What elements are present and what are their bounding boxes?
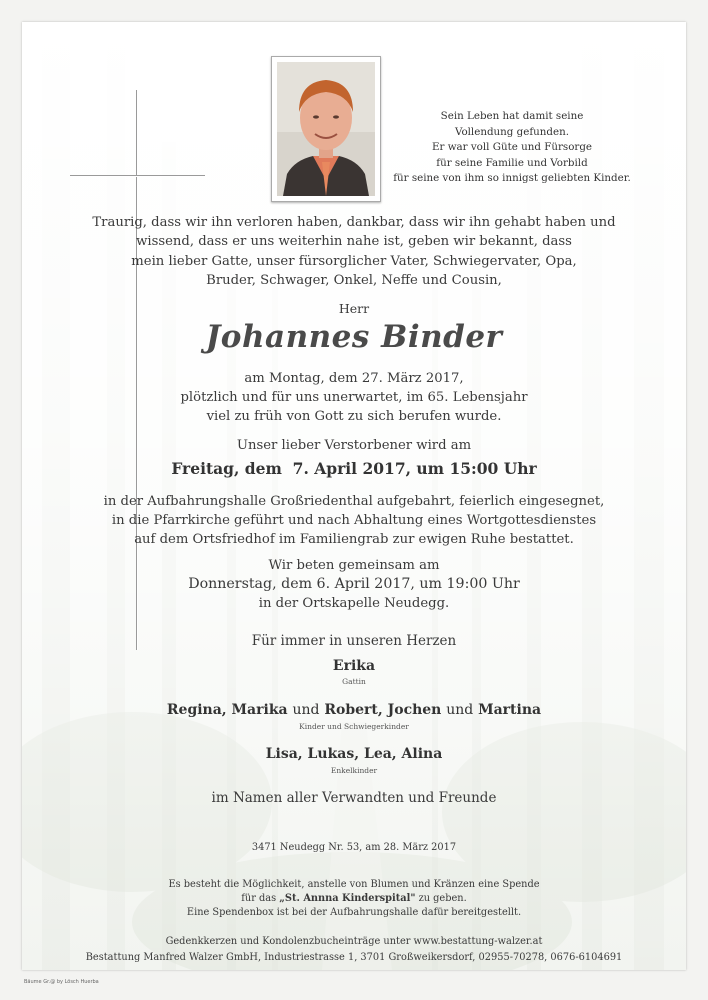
donation-line	[22, 892, 686, 906]
intro-line: wissend, dass er uns weiterhin nahe ist, geben wir bekannt, dass	[136, 234, 572, 250]
conjunction: und	[292, 702, 320, 718]
intro-line: Traurig, dass wir ihn verloren haben, dankbar, dass wir ihn gehabt haben und	[92, 215, 616, 230]
image-credit: Bäume Gr.@ by Lösch Huerba	[24, 979, 99, 985]
death-line: viel zu früh von Gott zu sich berufen wurde.	[206, 409, 502, 425]
mourners-heading: Für immer in unseren Herzen	[251, 633, 457, 649]
children-role: Kinder und Schwiegerkinder	[299, 722, 409, 731]
prayer-notice	[22, 556, 686, 614]
funeral-line: in der Aufbahrungshalle Großriedenthal aufgebahrt, feierlich eingesegnet,	[103, 494, 605, 509]
children-names	[22, 702, 686, 718]
death-line: am Montag, dem 27. März 2017,	[244, 371, 464, 386]
portrait-photo	[277, 62, 375, 196]
funeral-date: Freitag, dem 7. April 2017, um 15:00 Uhr	[171, 459, 537, 478]
condolence-line: Gedenkkerzen und Kondolenzbucheinträge unter www.bestattung-walzer.at	[165, 936, 543, 947]
funeral-line: auf dem Ortsfriedhof im Familiengrab zur ewigen Ruhe bestattet.	[134, 532, 574, 548]
children-names-part: Robert, Jochen	[324, 702, 442, 718]
donation-text: für das	[241, 893, 280, 905]
death-line: plötzlich und für uns unerwartet, im 65. Lebensjahr	[180, 390, 528, 406]
poem-line: für seine von ihm so innigst geliebten Kinder.	[393, 172, 631, 184]
wife-role: Gattin	[342, 677, 366, 686]
donation-line: Es besteht die Möglichkeit, anstelle von Blumen und Kränzen eine Spende	[168, 879, 540, 890]
prayer-location: in der Ortskapelle Neudegg.	[258, 596, 450, 612]
intro-line: Bruder, Schwager, Onkel, Neffe und Cousin,	[206, 272, 502, 288]
funeral-home-address: Bestattung Manfred Walzer GmbH, Industriestrasse 1, 3701 Großweikersdorf, 02955-70278, 0676-6104691	[85, 951, 623, 963]
deceased-name: Johannes Binder	[205, 319, 503, 355]
conjunction: und	[446, 702, 474, 718]
death-notice	[22, 369, 686, 427]
relatives-line: im Namen aller Verwandten und Freunde	[211, 790, 497, 806]
place-and-date: 3471 Neudegg Nr. 53, am 28. März 2017	[251, 842, 457, 853]
grandchildren-names: Lisa, Lukas, Lea, Alina	[265, 746, 443, 762]
children-names-part: Regina, Marika	[166, 702, 288, 718]
poem-line: Sein Leben hat damit seine	[440, 110, 584, 122]
poem-line: für seine Familie und Vorbild	[436, 156, 588, 169]
prayer-date: Donnerstag, dem 6. April 2017, um 19:00 Uhr	[188, 576, 520, 593]
grandchildren-role: Enkelkinder	[330, 766, 378, 775]
poem-line: Vollendung gefunden.	[454, 125, 570, 138]
announcement-intro	[22, 213, 686, 290]
portrait-photo-frame	[271, 56, 381, 202]
donation-text: zu geben.	[415, 893, 467, 905]
donation-line: Eine Spendenbox ist bei der Aufbahrungshalle dafür bereitgestellt.	[186, 907, 522, 919]
poem-line: Er war voll Güte und Fürsorge	[431, 141, 592, 153]
funeral-home-footer	[22, 934, 686, 965]
donation-notice	[22, 878, 686, 921]
poem-text	[377, 109, 647, 187]
prayer-line: Wir beten gemeinsam am	[268, 558, 440, 573]
funeral-intro: Unser lieber Verstorbener wird am	[236, 438, 472, 453]
charity-name: „St. Annna Kinderspital"	[279, 893, 416, 905]
funeral-details	[22, 492, 686, 550]
children-names-part: Martina	[478, 702, 542, 718]
wife-name: Erika	[332, 658, 376, 674]
intro-line: mein lieber Gatte, unser fürsorglicher Vater, Schwiegervater, Opa,	[131, 253, 577, 269]
cross-horizontal-bar	[70, 175, 205, 176]
obituary-card	[22, 22, 686, 970]
funeral-line: in die Pfarrkirche geführt und nach Abhaltung eines Wortgottesdienstes	[111, 513, 597, 529]
honorific: Herr	[338, 301, 370, 316]
